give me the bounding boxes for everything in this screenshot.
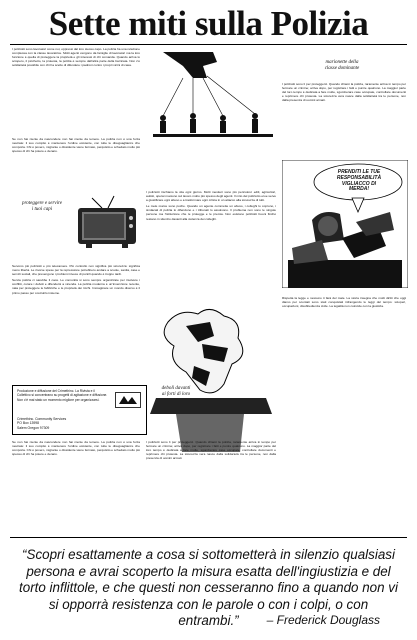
column-7-text: Senza polizia ci sarebbe il caos. Le comunità si sono sempre organizzate per risolvere i conflitti, curare i deboli e difendersi a vicenda. La polizia moderna è un'invenzione recente, nata per proteggere le fabbriche e le proprietà dei ricchi. Immaginare un mondo diverso è il primo passo per costruirlo insieme.	[12, 278, 140, 295]
column-9	[146, 440, 276, 532]
tv-illustration	[70, 192, 142, 250]
column-8-text: Rispetta la legge e nessuno ti farà del male. La storia insegna che molti diritti che oggi diamo per scontati sono stati conquistati infrangendo le leggi del tempo: scioperi, occupazioni, disobbedienza civile. La legalità non coincide con la giustizia.	[282, 296, 406, 309]
column-1-text: I poliziotti sono lavoratori come noi, oppressi dal loro stesso capo. La polizia ha una relazione complessa con la classe lavoratrice. Molti agenti vengono da famiglie di lavoratori ma la loro funzione è quella di proteggere la proprietà e gli interessi di chi comanda. Quando arriva lo sciopero, il picchetto, la protesta, la polizia è sempre dall'altra parte della barricata. Non c'è solidarietà possibile con chi ha scelto di difendere i padroni contro i propri vicini di casa.	[12, 47, 140, 68]
quote-rule	[10, 537, 407, 538]
page-title: Sette miti sulla Polizia	[48, 4, 369, 43]
caption-puppeteer: marionette della classe dominante	[324, 60, 360, 71]
column-4-text: I poliziotti rischiano la vita ogni giorno. Molti mestieri sono più pericolosi: edili, agricoltori, autisti, operai muoiono sul lavoro molto più spesso degli agenti. Il mito del poliziotto eroe serve a giustificare ogni abuso e a trasformare ogni critica in un attacco alla sicurezza di tutti.	[146, 190, 276, 203]
column-2	[12, 137, 140, 187]
speech-bubble-text: PRENDITI LE TUE RESPONSABILITÀ VIGLIACCO DI MERDA!	[336, 169, 382, 193]
column-3	[282, 82, 406, 154]
caption-horse: deboli davanti ai forti di loro	[161, 386, 191, 397]
column-5-text: Le mele marce sono poche. Quando un agente commette un abuso, i colleghi lo coprono, i sindacati di polizia lo difendono e i tribunali lo assolvono. Il problema non sono le singole persone ma l'istituzione che le protegge e le premia. Non esistono poliziotti buoni finché restano in silenzio davanti alla violenza dei colleghi.	[146, 204, 276, 221]
quote-author: – Frederick Douglass	[266, 613, 380, 627]
title-rule	[10, 44, 407, 45]
shadow-illustration	[146, 302, 276, 462]
column-9-text: I poliziotti sono lì per proteggerci. Quando chiami la polizia, raramente arriva in tempo per fermare un crimine; arriva dopo, per registrare i fatti e punire qualcuno. La maggior parte del loro tempo è dedicata a fare multe, sgomberare case occupate, controllare documenti e reprimere chi protesta. La sicurezza vera nasce dalla solidarietà tra le persone, non dalla presenza di uomini armati.	[146, 440, 276, 461]
column-6-text: Servono più poliziotti e più telecamere. Più controllo non significa più sicurezza: significa meno libertà. Le risorse spese per la repressione potrebbero andare a scuole, sanità, case e servizi sociali, che prevengono i problemi invece di punirli quando è troppo tardi.	[12, 264, 140, 277]
column-2-text: Se non hai niente da nascondere non hai niente da temere. La polizia non è una forza neutrale: il suo compito è mantenere l'ordine esistente, con tutte le disuguaglianze che comporta. Chi è povero, migrante o dissidente viene fermato, perquisito e schedato molto più spesso di chi ha potere e denaro.	[12, 137, 140, 154]
column-10-text: Se non hai niente da nascondere non hai niente da temere. La polizia non è una forza neutrale: il suo compito è mantenere l'ordine esistente, con tutte le disuguaglianze che comporta. Chi è povero, migrante o dissidente viene fermato, perquisito e schedato molto più spesso di chi ha potere e denaro.	[12, 440, 140, 457]
caption-tv: proteggere e servire i tuoi capi	[22, 201, 62, 212]
column-6	[12, 264, 140, 382]
column-8	[282, 296, 406, 484]
logo-icon	[115, 392, 141, 408]
closing-quote: “Scopri esattamente a cosa si sottometterà in silenzio qualsiasi persona e avrai scoperto la misura esatta dell'ingiustizia e del torto inflittole, e che questi non cesseranno fino a quando non vi si opporrà resistenza con le parole o con i colpi, o con entrambi.”	[19, 547, 398, 628]
credits-text: Produzione e diffusione del Crimethinc. La Rivista e il Collettivo si concentrano su progetti di agitazione e diffusione. Non c'è mai stato un momento migliore per organizzarsi.	[17, 389, 108, 402]
column-3-text: I poliziotti sono lì per proteggerci. Quando chiami la polizia, raramente arriva in tempo per fermare un crimine; arriva dopo, per registrare i fatti e punire qualcuno. La maggior parte del loro tempo è dedicata a fare multe, sgomberare case occupate, controllare documenti e reprimere chi protesta. La sicurezza vera nasce dalla solidarietà tra le persone, non dalla presenza di uomini armati.	[282, 82, 406, 103]
credits-box	[12, 385, 147, 435]
column-10	[12, 440, 140, 532]
column-1	[12, 47, 140, 137]
credits-contact: Crimethinc. Community Services PO Box 13998 Salem Oregon 97309	[17, 416, 67, 430]
column-4	[146, 190, 276, 302]
